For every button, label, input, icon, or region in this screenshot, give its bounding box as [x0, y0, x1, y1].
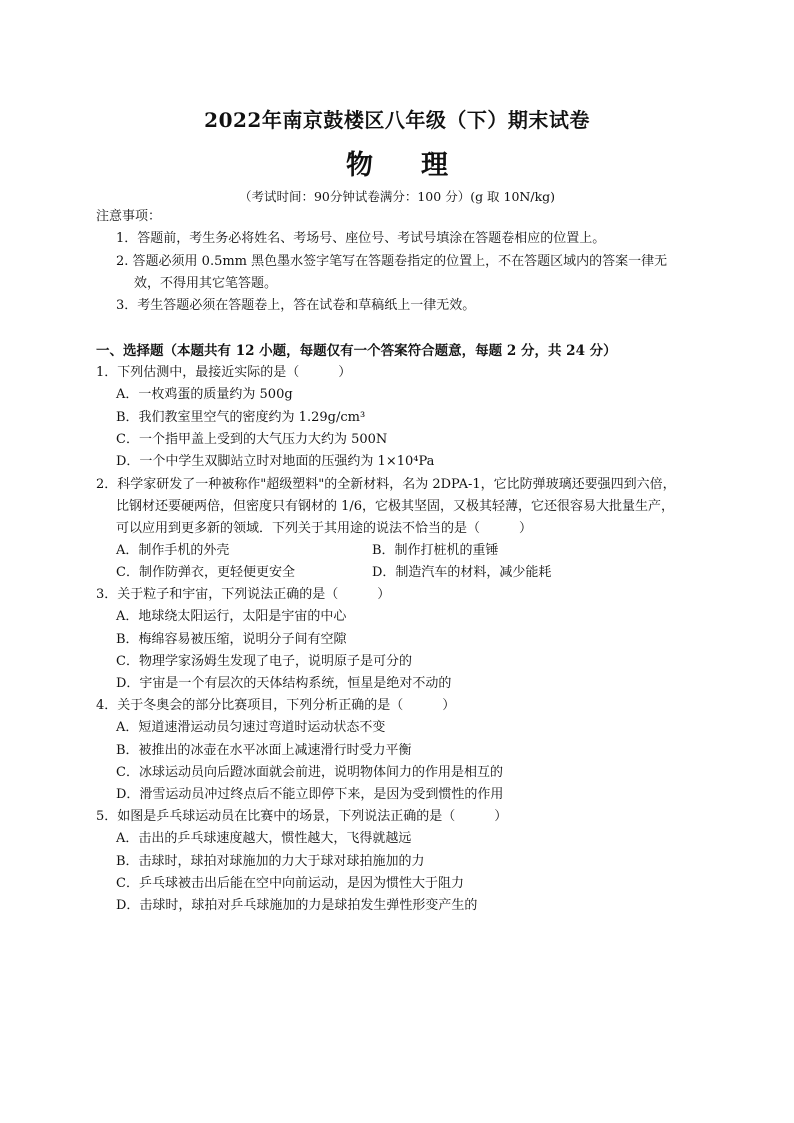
- exam-meta: （考试时间：90分钟试卷满分：100 分）(g 取 10N/kg): [238, 189, 556, 204]
- question-2-stem-line-3: 可以应用到更多新的领域．下列关于其用途的说法不恰当的是（ ）: [116, 521, 533, 536]
- question-2-stem-line-2: 比钢材还要硬两倍，但密度只有钢材的 1/6，它极其坚固，又极其轻薄，它还很容易大批量生产，: [116, 499, 675, 514]
- question-3-option-b: B．梅绵容易被压缩，说明分子间有空隙: [116, 632, 347, 647]
- question-3-option-a: A．地球绕太阳运行，太阳是宇宙的中心: [116, 609, 347, 624]
- question-1-option-d: D．一个中学生双脚站立时对地面的压强约为 1×10⁴Pa: [116, 454, 435, 469]
- question-4-option-c: C．冰球运动员向后蹬冰面就会前进，说明物体间力的作用是相互的: [116, 765, 503, 780]
- question-4-option-d: D．滑雪运动员冲过终点后不能立即停下来，是因为受到惯性的作用: [116, 787, 504, 802]
- question-5-option-b: B．击球时，球拍对球施加的力大于球对球拍施加的力: [116, 854, 425, 869]
- question-2-option-d: D．制造汽车的材料，减少能耗: [372, 565, 552, 580]
- question-1-option-a: A．一枚鸡蛋的质量约为 500g: [116, 387, 293, 402]
- question-5-option-a: A．击出的乒乓球速度越大，惯性越大，飞得就越远: [116, 831, 412, 846]
- question-2-option-b: B．制作打桩机的重锤: [372, 543, 499, 558]
- question-2-stem-line-1: 2．科学家研发了一种被称作"超级塑料"的全新材料，名为 2DPA-1，它比防弹玻璃还要强四到六倍，: [96, 477, 676, 492]
- question-1-option-c: C．一个指甲盖上受到的大气压力大约为 500N: [116, 432, 388, 447]
- question-5-stem: 5．如图是乒乓球运动员在比赛中的场景，下列说法正确的是（ ）: [96, 809, 508, 824]
- question-1-option-b: B．我们教室里空气的密度约为 1.29g/cm³: [116, 410, 366, 425]
- question-3-option-d: D．宇宙是一个有层次的天体结构系统，恒星是绝对不动的: [116, 676, 452, 691]
- exam-title: 2022年南京鼓楼区八年级（下）期末试卷: [204, 108, 590, 132]
- question-2-option-a: A．制作手机的外壳: [116, 543, 230, 558]
- subject-title: 物理: [346, 150, 496, 181]
- section-heading: 一、选择题（本题共有 12 小题，每题仅有一个答案符合题意，每题 2 分，共 24 分）: [96, 343, 617, 359]
- question-4-stem: 4．关于冬奥会的部分比赛项目，下列分析正确的是（ ）: [96, 698, 456, 713]
- notice-item-1: 1．答题前，考生务必将姓名、考场号、座位号、考试号填涂在答题卷相应的位置上。: [116, 231, 606, 246]
- notice-item-3: 3．考生答题必须在答题卷上，答在试卷和草稿纸上一律无效。: [116, 298, 476, 313]
- notice-heading: 注意事项：: [96, 209, 162, 224]
- question-1-stem: 1．下列估测中，最接近实际的是（ ）: [96, 365, 352, 380]
- question-4-option-b: B．被推出的冰壶在水平冰面上减速滑行时受力平衡: [116, 743, 412, 758]
- question-5-option-c: C．乒乓球被击出后能在空中向前运动，是因为惯性大于阻力: [116, 876, 464, 891]
- question-3-stem: 3．关于粒子和宇宙，下列说法正确的是（ ）: [96, 587, 391, 602]
- question-3-option-c: C．物理学家汤姆生发现了电子，说明原子是可分的: [116, 654, 412, 669]
- question-5-option-d: D．击球时，球拍对乒乓球施加的力是球拍发生弹性形变产生的: [116, 898, 478, 913]
- notice-item-2: 2. 答题必须用 0.5mm 黑色墨水签字笔写在答题卷指定的位置上，不在答题区域内的答案一律无: [116, 254, 668, 269]
- question-4-option-a: A．短道速滑运动员匀速过弯道时运动状态不变: [116, 720, 386, 735]
- question-2-option-c: C．制作防弹衣，更轻便更安全: [116, 565, 295, 580]
- notice-item-2-cont: 效，不得用其它笔答题。: [134, 276, 278, 291]
